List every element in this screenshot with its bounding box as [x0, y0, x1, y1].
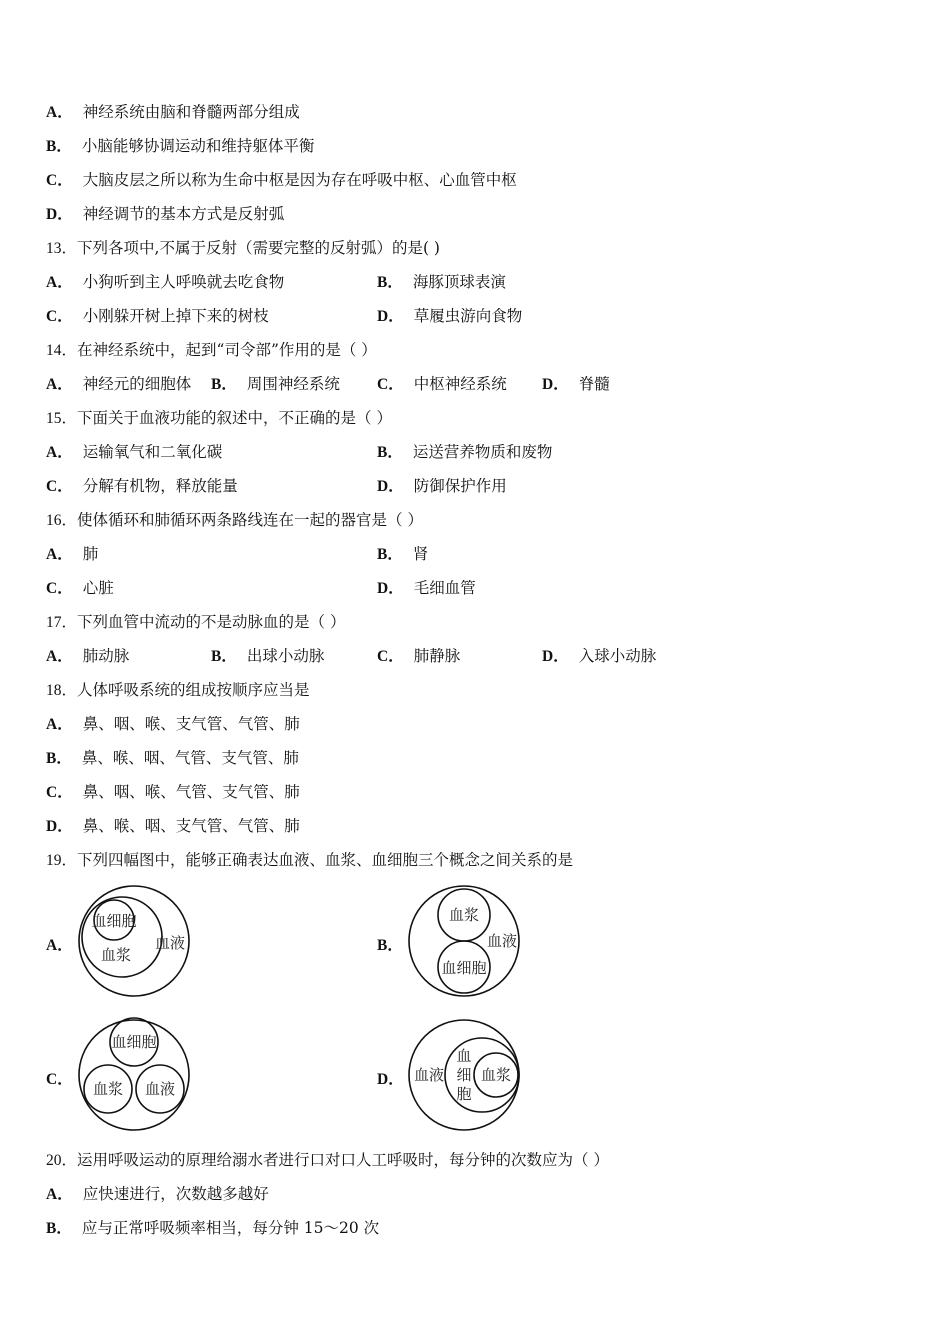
option-text: 鼻、咽、喉、气管、支气管、肺 — [82, 783, 300, 801]
q18-option-c — [46, 782, 300, 803]
q14-option-b — [211, 374, 340, 395]
q14-option-d — [542, 374, 610, 395]
option-text: 毛细血管 — [413, 579, 476, 597]
q19-stem — [46, 850, 573, 871]
q12-option-d — [46, 204, 284, 225]
option-text: 鼻、喉、咽、支气管、气管、肺 — [82, 817, 300, 835]
option-text: 神经调节的基本方式是反射弧 — [82, 205, 285, 223]
q17-stem — [46, 612, 345, 633]
question-number: 16． — [46, 512, 78, 529]
option-label: D． — [46, 818, 73, 835]
option-text: 肺 — [82, 545, 99, 563]
diagram-text-cells: 血细胞 — [441, 959, 487, 977]
option-label: B． — [377, 444, 403, 461]
option-label: D． — [542, 376, 569, 393]
option-label: B． — [46, 750, 72, 767]
option-text: 周围神经系统 — [246, 375, 340, 393]
diagram-text-cells-1: 血 — [456, 1047, 472, 1065]
option-text: 运送营养物质和废物 — [412, 443, 553, 461]
q17-option-c — [377, 646, 460, 667]
diagram-text-blood: 血液 — [486, 932, 518, 950]
q13-option-c — [46, 306, 269, 327]
diagram-text-cells: 血细胞 — [91, 912, 137, 930]
option-label: D． — [46, 206, 73, 223]
q19-diagram-c — [72, 1016, 197, 1134]
q19-option-a-label: A． — [46, 937, 73, 954]
option-text: 神经系统由脑和脊髓两部分组成 — [82, 103, 300, 121]
question-text: 使体循环和肺循环两条路线连在一起的器官是（ ） — [77, 511, 423, 529]
q19-option-c-label: C． — [46, 1071, 73, 1088]
option-text: 鼻、咽、喉、支气管、气管、肺 — [82, 715, 300, 733]
question-number: 15． — [46, 410, 78, 427]
option-label: B． — [211, 376, 237, 393]
option-label: B． — [377, 274, 403, 291]
q17-option-d — [542, 646, 656, 667]
q13-option-a — [46, 272, 284, 293]
option-text: 防御保护作用 — [413, 477, 507, 495]
diagram-text-cells-3: 胞 — [456, 1085, 472, 1103]
option-label: B． — [211, 648, 237, 665]
option-label: C． — [46, 784, 73, 801]
diagram-text-blood: 血液 — [154, 934, 186, 952]
question-text: 在神经系统中，起到“司令部”作用的是（ ） — [77, 341, 377, 359]
option-label: A． — [46, 1186, 73, 1203]
option-label: D． — [377, 580, 404, 597]
option-label: A． — [46, 716, 73, 733]
q20-stem — [46, 1150, 609, 1171]
option-text: 心脏 — [82, 579, 114, 597]
option-label: C． — [46, 478, 73, 495]
question-text: 下列各项中,不属于反射（需要完整的反射弧）的是( ) — [77, 239, 440, 257]
diagram-text-cells: 血细胞 — [111, 1033, 157, 1051]
option-text: 入球小动脉 — [578, 647, 657, 665]
q15-option-d — [377, 476, 507, 497]
option-label: D． — [377, 478, 404, 495]
option-label: B． — [377, 546, 403, 563]
q19-diagram-d — [402, 1016, 527, 1134]
option-label: A． — [46, 104, 73, 121]
q15-option-b — [377, 442, 552, 463]
question-number: 17． — [46, 614, 78, 631]
q19-option-b-label: B． — [377, 937, 403, 954]
option-text: 分解有机物，释放能量 — [82, 477, 238, 495]
diagram-text-plasma: 血浆 — [92, 1080, 124, 1098]
diagram-text-blood: 血液 — [144, 1080, 176, 1098]
option-label: A． — [46, 274, 73, 291]
option-label: D． — [377, 308, 404, 325]
q16-option-b — [377, 544, 428, 565]
option-text: 海豚顶球表演 — [412, 273, 506, 291]
option-label: C． — [377, 648, 404, 665]
option-label: C． — [377, 376, 404, 393]
q20-option-b — [46, 1218, 379, 1239]
option-text: 神经元的细胞体 — [82, 375, 192, 393]
q16-option-c — [46, 578, 114, 599]
question-number: 13． — [46, 240, 78, 257]
q12-option-a — [46, 102, 300, 123]
diagram-text-plasma: 血浆 — [448, 906, 480, 924]
option-label: B． — [46, 138, 72, 155]
q15-stem — [46, 408, 392, 429]
q19-diagram-b — [402, 882, 527, 1000]
q13-option-d — [377, 306, 522, 327]
q14-option-a — [46, 374, 191, 395]
q16-stem — [46, 510, 423, 531]
option-label: C． — [46, 308, 73, 325]
q12-option-c — [46, 170, 517, 191]
q13-option-b — [377, 272, 506, 293]
q13-stem — [46, 238, 440, 259]
option-text: 中枢神经系统 — [413, 375, 507, 393]
question-number: 20． — [46, 1152, 78, 1169]
option-text: 肺动脉 — [82, 647, 130, 665]
q15-option-a — [46, 442, 222, 463]
q17-option-b — [211, 646, 324, 667]
question-number: 14． — [46, 342, 78, 359]
option-text: 草履虫游向食物 — [413, 307, 523, 325]
option-label: D． — [542, 648, 569, 665]
option-label: A． — [46, 648, 73, 665]
q14-stem — [46, 340, 377, 361]
diagram-circle-plasma — [82, 897, 162, 977]
question-text: 下列血管中流动的不是动脉血的是（ ） — [77, 613, 346, 631]
option-text: 应快速进行，次数越多越好 — [82, 1185, 269, 1203]
q18-option-b — [46, 748, 299, 769]
diagram-text-blood: 血液 — [413, 1066, 445, 1084]
q20-option-a — [46, 1184, 269, 1205]
option-text: 出球小动脉 — [246, 647, 325, 665]
option-text: 小狗听到主人呼唤就去吃食物 — [82, 273, 285, 291]
option-text: 鼻、喉、咽、气管、支气管、肺 — [81, 749, 299, 767]
option-label: B． — [46, 1220, 72, 1237]
q14-option-c — [377, 374, 507, 395]
option-label: A． — [46, 376, 73, 393]
option-text: 小脑能够协调运动和维持躯体平衡 — [81, 137, 315, 155]
q19-option-d-label: D． — [377, 1071, 404, 1088]
option-text: 小刚躲开树上掉下来的树枝 — [82, 307, 269, 325]
question-number: 19． — [46, 852, 78, 869]
q16-option-a — [46, 544, 98, 565]
q19-diagram-a — [72, 882, 197, 1000]
option-label: A． — [46, 546, 73, 563]
q18-stem — [46, 680, 310, 701]
question-text: 人体呼吸系统的组成按顺序应当是 — [77, 681, 310, 699]
option-label: A． — [46, 444, 73, 461]
diagram-text-plasma: 血浆 — [480, 1066, 512, 1084]
diagram-text-cells-2: 细 — [456, 1066, 472, 1084]
q17-option-a — [46, 646, 129, 667]
q16-option-d — [377, 578, 476, 599]
diagram-text-plasma: 血浆 — [100, 946, 132, 964]
question-text: 运用呼吸运动的原理给溺水者进行口对口人工呼吸时，每分钟的次数应为（ ） — [77, 1151, 609, 1169]
option-text: 运输氧气和二氧化碳 — [82, 443, 223, 461]
question-number: 18． — [46, 682, 78, 699]
q18-option-d — [46, 816, 300, 837]
q18-option-a — [46, 714, 300, 735]
option-text: 应与正常呼吸频率相当，每分钟 15～20 次 — [81, 1219, 380, 1237]
option-text: 大脑皮层之所以称为生命中枢是因为存在呼吸中枢、心血管中枢 — [82, 171, 517, 189]
option-label: C． — [46, 172, 73, 189]
option-text: 肺静脉 — [413, 647, 461, 665]
question-text: 下面关于血液功能的叙述中，不正确的是（ ） — [77, 409, 392, 427]
option-label: C． — [46, 580, 73, 597]
option-text: 肾 — [412, 545, 429, 563]
q15-option-c — [46, 476, 238, 497]
option-text: 脊髓 — [578, 375, 610, 393]
q12-option-b — [46, 136, 314, 157]
question-text: 下列四幅图中，能够正确表达血液、血浆、血细胞三个概念之间关系的是 — [77, 851, 574, 869]
